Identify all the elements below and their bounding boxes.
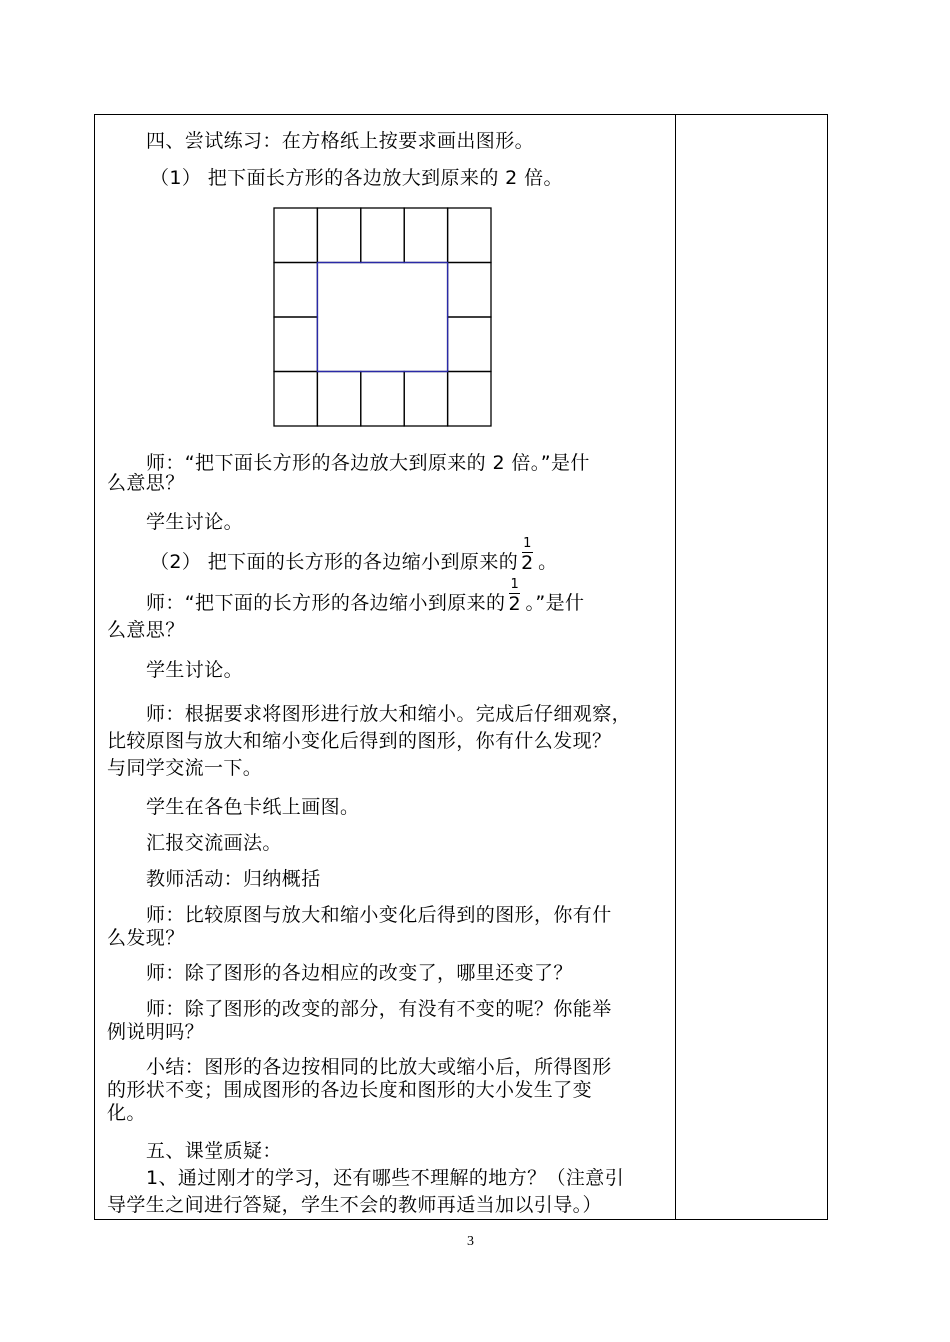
- teacher-question2-post: 。”是什: [525, 592, 585, 614]
- teacher-except: 师：除了图形的各边相应的改变了，哪里还变了？: [146, 962, 573, 984]
- grid-cell: [274, 263, 317, 318]
- grid-cell: [404, 372, 447, 427]
- teacher-question2-line2: 么意思？: [107, 619, 185, 641]
- student-discussion-2: 学生讨论。: [146, 659, 244, 681]
- fraction-one-half-2: [507, 577, 523, 615]
- teacher-activity: 教师活动：归纳概括: [146, 868, 321, 890]
- grid-cell: [274, 317, 317, 372]
- summary-line2: 的形状不变；围成图形的各边长度和图形的大小发生了变: [107, 1079, 593, 1101]
- task2-text-post: 。: [538, 551, 558, 573]
- teacher-compare-line1: 师：比较原图与放大和缩小变化后得到的图形，你有什: [146, 904, 612, 926]
- teacher-request-line1: 师：根据要求将图形进行放大和缩小。完成后仔细观察，: [146, 703, 632, 725]
- table-column-divider: [675, 114, 676, 1220]
- student-discussion-1: 学生讨论。: [146, 511, 244, 533]
- section5-heading: 五、课堂质疑：: [146, 1140, 282, 1162]
- fraction-denominator-2: 2: [508, 593, 521, 615]
- grid-cell: [317, 208, 360, 263]
- grid-cell: [361, 208, 404, 263]
- report-methods: 汇报交流画法。: [146, 832, 282, 854]
- summary-line3: 化。: [107, 1102, 146, 1124]
- grid-cell: [317, 372, 360, 427]
- teacher-question2-pre: 师：“把下面的长方形的各边缩小到原来的: [146, 592, 506, 614]
- teacher-unchanged-line1: 师：除了图形的改变的部分，有没有不变的呢？你能举: [146, 998, 612, 1020]
- grid-cell: [448, 263, 491, 318]
- task1-text: （1） 把下面长方形的各边放大到原来的 2 倍。: [150, 167, 563, 189]
- grid-cell: [274, 372, 317, 427]
- grid-cell: [448, 372, 491, 427]
- grid-cell: [274, 208, 317, 263]
- square-grid-figure: [272, 206, 494, 430]
- summary-line1: 小结：图形的各边按相同的比放大或缩小后，所得图形: [146, 1056, 612, 1078]
- teacher-unchanged-line2: 例说明吗？: [107, 1021, 205, 1043]
- fraction-numerator: 1: [523, 536, 532, 551]
- grid-cell: [361, 372, 404, 427]
- section5-item1-line2: 导学生之间进行答疑，学生不会的教师再适当加以引导。）: [107, 1194, 602, 1216]
- teacher-question1-line1: 师：“把下面长方形的各边放大到原来的 2 倍。”是什: [146, 452, 590, 474]
- grid-cell: [448, 317, 491, 372]
- teacher-request-line2: 比较原图与放大和缩小变化后得到的图形，你有什么发现？: [107, 730, 612, 752]
- fraction-one-half: [520, 536, 536, 574]
- teacher-compare-line2: 么发现？: [107, 927, 185, 949]
- fraction-numerator-2: 1: [510, 577, 520, 592]
- student-drawing: 学生在各色卡纸上画图。: [146, 796, 360, 818]
- grid-cell: [404, 208, 447, 263]
- teacher-question2-line1: [146, 577, 585, 615]
- task2-text: [150, 536, 558, 574]
- task2-text-pre: （2） 把下面的长方形的各边缩小到原来的: [150, 551, 519, 573]
- original-rectangle: [317, 263, 447, 372]
- teacher-request-line3: 与同学交流一下。: [107, 757, 263, 779]
- fraction-denominator: 2: [521, 552, 534, 574]
- section5-item1-line1: 1、通过刚才的学习，还有哪些不理解的地方？（注意引: [146, 1167, 625, 1189]
- grid-cell: [448, 208, 491, 263]
- teacher-question1-line2: 么意思？: [107, 472, 185, 494]
- section4-heading: 四、尝试练习：在方格纸上按要求画出图形。: [146, 130, 535, 152]
- page-number: 3: [467, 1234, 474, 1249]
